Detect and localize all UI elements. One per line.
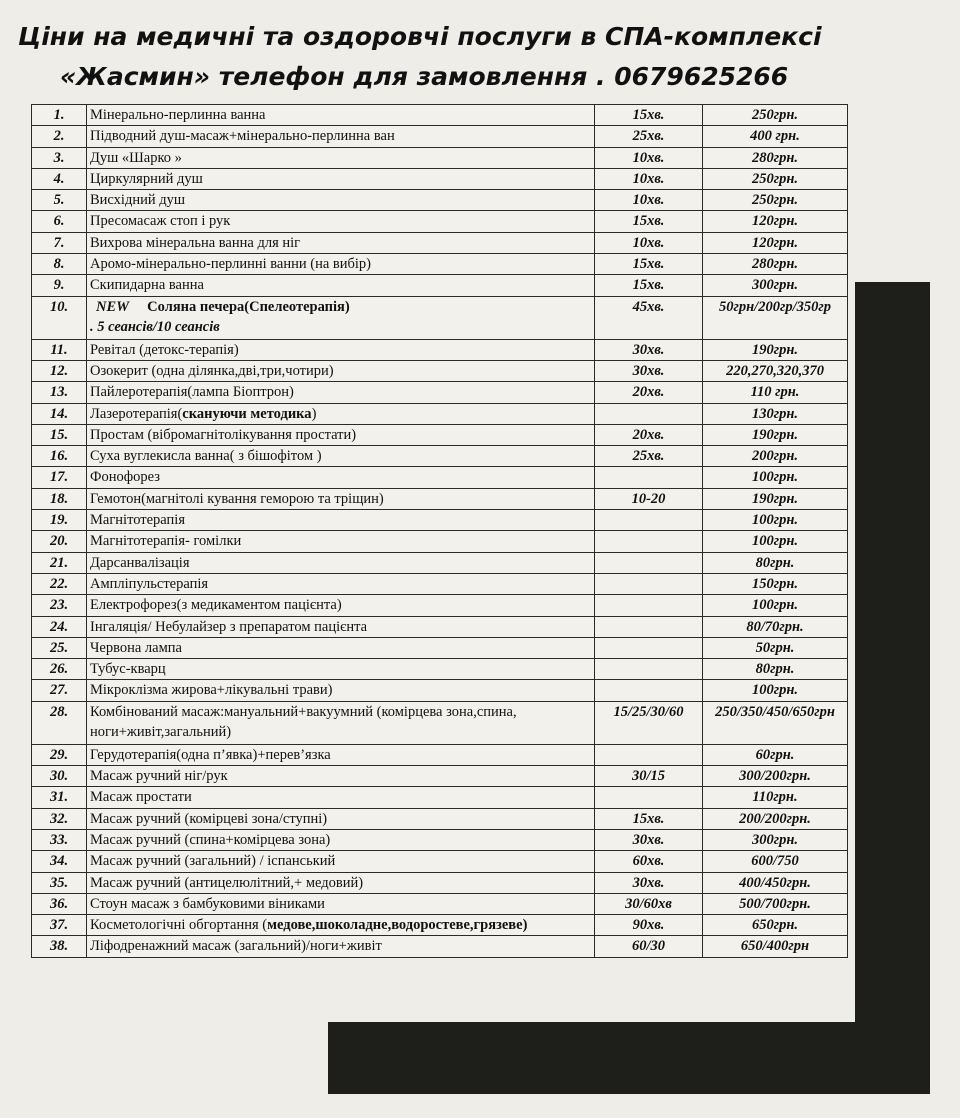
- service-duration: 10хв.: [595, 232, 703, 253]
- table-row: [32, 595, 848, 616]
- service-name-text: Герудотерапія(одна п’явка)+перев’язка: [90, 746, 331, 763]
- service-name-text: Масаж ручний (загальний) / іспанський: [90, 853, 336, 870]
- table-row: [32, 787, 848, 808]
- dark-background-panel: [855, 282, 930, 1094]
- service-name: [87, 872, 595, 893]
- service-name-text: Масаж ручний ніг/рук: [90, 768, 228, 785]
- row-number: 9.: [32, 275, 87, 296]
- table-row: [32, 573, 848, 594]
- service-price: 400/450грн.: [703, 872, 848, 893]
- service-duration: 15хв.: [595, 808, 703, 829]
- service-name: [87, 105, 595, 126]
- service-name-text: Магнітотерапія- гомілки: [90, 533, 242, 550]
- service-name: [87, 510, 595, 531]
- service-name-tail: ): [311, 405, 317, 422]
- row-number: 36.: [32, 893, 87, 914]
- table-row: [32, 893, 848, 914]
- table-row: [32, 211, 848, 232]
- service-name: [87, 573, 595, 594]
- service-name-text: Соляна печера(Спелеотерапія): [147, 298, 350, 315]
- service-name: [87, 787, 595, 808]
- service-name-text: Підводний душ-масаж+мінерально-перлинна ван: [90, 128, 395, 145]
- service-name: [87, 851, 595, 872]
- row-number: 25.: [32, 637, 87, 658]
- service-name: [87, 424, 595, 445]
- table-row: [32, 637, 848, 658]
- row-number: 38.: [32, 936, 87, 957]
- service-duration: 90хв.: [595, 915, 703, 936]
- service-price: 150грн.: [703, 573, 848, 594]
- row-number: 17.: [32, 467, 87, 488]
- service-name-text: Простам (вібромагнітолікування простати): [90, 426, 357, 443]
- service-price: 50грн.: [703, 637, 848, 658]
- row-number: 2.: [32, 126, 87, 147]
- service-name-text: Мінерально-перлинна ванна: [90, 107, 266, 123]
- table-row: [32, 680, 848, 701]
- table-row: [32, 552, 848, 573]
- service-name-text: Ревітал (детокс-терапія): [90, 341, 239, 358]
- service-duration: [595, 573, 703, 594]
- service-price: 190грн.: [703, 424, 848, 445]
- table-row: [32, 168, 848, 189]
- service-name-text: Масаж ручний (антицелюлітний,+ медовий): [90, 874, 364, 891]
- service-name: [87, 190, 595, 211]
- service-name-text: Електрофорез(з медикаментом пацієнта): [90, 597, 342, 614]
- dark-background-strip: [328, 1022, 930, 1094]
- service-price: 120грн.: [703, 232, 848, 253]
- service-price: 500/700грн.: [703, 893, 848, 914]
- service-name: [87, 254, 595, 275]
- service-name: [87, 275, 595, 296]
- row-number: 16.: [32, 446, 87, 467]
- table-row: [32, 851, 848, 872]
- service-duration: 60хв.: [595, 851, 703, 872]
- service-name-text: Ампліпульстерапія: [90, 575, 209, 592]
- service-price: 300грн.: [703, 275, 848, 296]
- table-row: [32, 744, 848, 765]
- service-price: 300/200грн.: [703, 766, 848, 787]
- table-row: [32, 936, 848, 957]
- service-duration: [595, 744, 703, 765]
- service-name: [87, 552, 595, 573]
- table-row: [32, 701, 848, 744]
- price-table: [31, 104, 848, 958]
- table-row: [32, 339, 848, 360]
- service-name-text: Вихрова мінеральна ванна для ніг: [90, 234, 301, 251]
- service-price: 250/350/450/650грн: [703, 701, 848, 744]
- service-name-text: Мікроклізма жирова+лікувальні трави): [90, 682, 333, 699]
- service-name-text: Гемотон(магнітолі кування геморою та тріщин): [90, 490, 384, 507]
- table-row: [32, 232, 848, 253]
- service-name-text: Аромо-мінерально-перлинні ванни (на вибір): [90, 256, 372, 273]
- row-number: 30.: [32, 766, 87, 787]
- service-name: [87, 766, 595, 787]
- row-number: 29.: [32, 744, 87, 765]
- row-number: 8.: [32, 254, 87, 275]
- service-name-text: Тубус-кварц: [90, 661, 166, 678]
- service-duration: [595, 637, 703, 658]
- table-row: [32, 616, 848, 637]
- table-row: [32, 254, 848, 275]
- row-number: 14.: [32, 403, 87, 424]
- row-number: 6.: [32, 211, 87, 232]
- service-duration: [595, 659, 703, 680]
- table-row: [32, 296, 848, 339]
- service-price: 100грн.: [703, 680, 848, 701]
- row-number: 12.: [32, 360, 87, 381]
- service-name: [87, 808, 595, 829]
- service-name-text: Стоун масаж з бамбуковими віниками: [90, 895, 325, 912]
- service-name-text: Озокерит (одна ділянка,дві,три,чотири): [90, 362, 334, 379]
- row-number: 1.: [32, 105, 87, 126]
- service-name-text: Суха вуглекисла ванна( з бішофітом ): [90, 448, 322, 465]
- row-number: 19.: [32, 510, 87, 531]
- service-duration: 30хв.: [595, 360, 703, 381]
- row-number: 18.: [32, 488, 87, 509]
- service-duration: 15хв.: [595, 211, 703, 232]
- row-number: 21.: [32, 552, 87, 573]
- table-row: [32, 872, 848, 893]
- service-price: 650грн.: [703, 915, 848, 936]
- service-price: 200/200грн.: [703, 808, 848, 829]
- table-row: [32, 659, 848, 680]
- table-row: [32, 403, 848, 424]
- service-name-text: Масаж ручний (спина+комірцева зона): [90, 831, 331, 848]
- row-number: 13.: [32, 382, 87, 403]
- service-name: [87, 403, 595, 424]
- service-name: [87, 360, 595, 381]
- service-duration: 30/15: [595, 766, 703, 787]
- table-row: [32, 808, 848, 829]
- price-table-body: [32, 105, 848, 958]
- service-price: 80грн.: [703, 659, 848, 680]
- row-number: 37.: [32, 915, 87, 936]
- service-duration: 45хв.: [595, 296, 703, 339]
- service-price: 250грн.: [703, 105, 848, 126]
- service-price: 80грн.: [703, 552, 848, 573]
- service-duration: 10хв.: [595, 147, 703, 168]
- service-price: 600/750: [703, 851, 848, 872]
- service-name: [87, 616, 595, 637]
- service-price: 400 грн.: [703, 126, 848, 147]
- service-duration: [595, 510, 703, 531]
- service-duration: 20хв.: [595, 382, 703, 403]
- service-price: 650/400грн: [703, 936, 848, 957]
- row-number: 7.: [32, 232, 87, 253]
- service-name: [87, 701, 595, 744]
- service-name-bold: скануючи методика: [182, 405, 312, 422]
- service-duration: 30хв.: [595, 339, 703, 360]
- table-row: [32, 531, 848, 552]
- service-name-text: Магнітотерапія: [90, 512, 185, 529]
- row-number: 28.: [32, 701, 87, 744]
- service-name: [87, 893, 595, 914]
- service-duration: [595, 531, 703, 552]
- table-row: [32, 360, 848, 381]
- service-name-text: Пресомасаж стоп і рук: [90, 213, 231, 230]
- service-price: 300грн.: [703, 829, 848, 850]
- row-number: 31.: [32, 787, 87, 808]
- service-name: [87, 147, 595, 168]
- row-number: 5.: [32, 190, 87, 211]
- table-row: [32, 424, 848, 445]
- service-name: [87, 126, 595, 147]
- service-name: [87, 531, 595, 552]
- service-name-text: Червона лампа: [90, 639, 182, 656]
- service-price: 280грн.: [703, 254, 848, 275]
- service-name-text: Лазеротерапія(: [90, 405, 183, 422]
- service-name: [87, 637, 595, 658]
- service-duration: [595, 552, 703, 573]
- service-duration: 15/25/30/60: [595, 701, 703, 744]
- table-row: [32, 829, 848, 850]
- service-price: 80/70грн.: [703, 616, 848, 637]
- service-name: [87, 467, 595, 488]
- row-number: 4.: [32, 168, 87, 189]
- service-duration: 25хв.: [595, 446, 703, 467]
- row-number: 33.: [32, 829, 87, 850]
- service-duration: [595, 680, 703, 701]
- row-number: 22.: [32, 573, 87, 594]
- service-price: 130грн.: [703, 403, 848, 424]
- table-row: [32, 467, 848, 488]
- service-price: 250грн.: [703, 168, 848, 189]
- service-name: [87, 339, 595, 360]
- service-name: [87, 296, 595, 339]
- heading-line-2: «Жасмин» телефон для замовлення . 0679625266: [60, 62, 789, 91]
- service-duration: 15хв.: [595, 105, 703, 126]
- row-number: 23.: [32, 595, 87, 616]
- table-row: [32, 510, 848, 531]
- service-name-text: Висхідний душ: [90, 192, 186, 209]
- row-number: 3.: [32, 147, 87, 168]
- service-name-text: Скипидарна ванна: [90, 277, 204, 294]
- service-price: 100грн.: [703, 531, 848, 552]
- service-price: 220,270,320,370: [703, 360, 848, 381]
- service-duration: 15хв.: [595, 254, 703, 275]
- service-name: [87, 936, 595, 957]
- service-name-text: Душ «Шарко »: [90, 149, 182, 166]
- service-name-text: Масаж ручний (комірцеві зона/ступні): [90, 810, 328, 827]
- row-number: 10.: [32, 296, 87, 339]
- table-row: [32, 446, 848, 467]
- service-price: 100грн.: [703, 595, 848, 616]
- service-duration: 10-20: [595, 488, 703, 509]
- service-duration: [595, 616, 703, 637]
- row-number: 34.: [32, 851, 87, 872]
- service-duration: 30/60хв: [595, 893, 703, 914]
- service-name-text: Комбінований масаж:мануальний+вакуумний (комірцева зона,спина, ноги+живіт,загальний): [90, 703, 517, 740]
- service-price: 200грн.: [703, 446, 848, 467]
- table-row: [32, 105, 848, 126]
- service-name-text: Дарсанвалізація: [90, 554, 190, 571]
- service-name-bold: медове,шоколадне,водоростеве,грязеве): [267, 917, 528, 934]
- row-number: 11.: [32, 339, 87, 360]
- service-name: [87, 232, 595, 253]
- service-price: 190грн.: [703, 339, 848, 360]
- service-duration: [595, 467, 703, 488]
- service-price: 100грн.: [703, 510, 848, 531]
- service-duration: 60/30: [595, 936, 703, 957]
- service-price: 60грн.: [703, 744, 848, 765]
- service-price: 100грн.: [703, 467, 848, 488]
- table-row: [32, 275, 848, 296]
- new-badge: NEW: [96, 298, 130, 315]
- service-price: 50грн/200гр/350гр: [703, 296, 848, 339]
- service-price: 280грн.: [703, 147, 848, 168]
- service-name: [87, 211, 595, 232]
- service-name: [87, 595, 595, 616]
- row-number: 20.: [32, 531, 87, 552]
- service-sessions: . 5 сеансів/10 сеансів: [90, 318, 220, 335]
- service-duration: 10хв.: [595, 190, 703, 211]
- service-duration: [595, 595, 703, 616]
- service-name-text: Ліфодренажний масаж (загальний)/ноги+живіт: [90, 938, 382, 955]
- row-number: 24.: [32, 616, 87, 637]
- row-number: 27.: [32, 680, 87, 701]
- heading-line-1: Ціни на медичні та оздоровчі послуги в СПА-комплексі: [18, 22, 822, 51]
- service-name: [87, 488, 595, 509]
- service-name: [87, 680, 595, 701]
- service-price: 110грн.: [703, 787, 848, 808]
- service-price: 190грн.: [703, 488, 848, 509]
- service-duration: 30хв.: [595, 829, 703, 850]
- table-row: [32, 766, 848, 787]
- service-price: 110 грн.: [703, 382, 848, 403]
- service-name-text: Циркулярний душ: [90, 170, 203, 187]
- service-duration: 25хв.: [595, 126, 703, 147]
- service-name: [87, 382, 595, 403]
- table-row: [32, 382, 848, 403]
- service-name: [87, 915, 595, 936]
- service-name: [87, 659, 595, 680]
- service-name-text: Пайлеротерапія(лампа Біоптрон): [90, 384, 294, 401]
- service-duration: 10хв.: [595, 168, 703, 189]
- service-name: [87, 829, 595, 850]
- row-number: 15.: [32, 424, 87, 445]
- row-number: 35.: [32, 872, 87, 893]
- service-name: [87, 168, 595, 189]
- service-duration: 15хв.: [595, 275, 703, 296]
- table-row: [32, 190, 848, 211]
- service-name-text: Масаж простати: [90, 789, 192, 806]
- service-name: [87, 744, 595, 765]
- row-number: 26.: [32, 659, 87, 680]
- service-duration: 20хв.: [595, 424, 703, 445]
- service-name-text: Косметологічні обгортання (: [90, 917, 268, 934]
- service-duration: 30хв.: [595, 872, 703, 893]
- service-duration: [595, 787, 703, 808]
- table-row: [32, 915, 848, 936]
- service-name: [87, 446, 595, 467]
- table-row: [32, 126, 848, 147]
- service-name-text: Фонофорез: [90, 469, 160, 486]
- table-row: [32, 147, 848, 168]
- table-row: [32, 488, 848, 509]
- service-duration: [595, 403, 703, 424]
- service-price: 250грн.: [703, 190, 848, 211]
- service-name-text: Інгаляція/ Небулайзер з препаратом пацієнта: [90, 618, 368, 635]
- row-number: 32.: [32, 808, 87, 829]
- service-price: 120грн.: [703, 211, 848, 232]
